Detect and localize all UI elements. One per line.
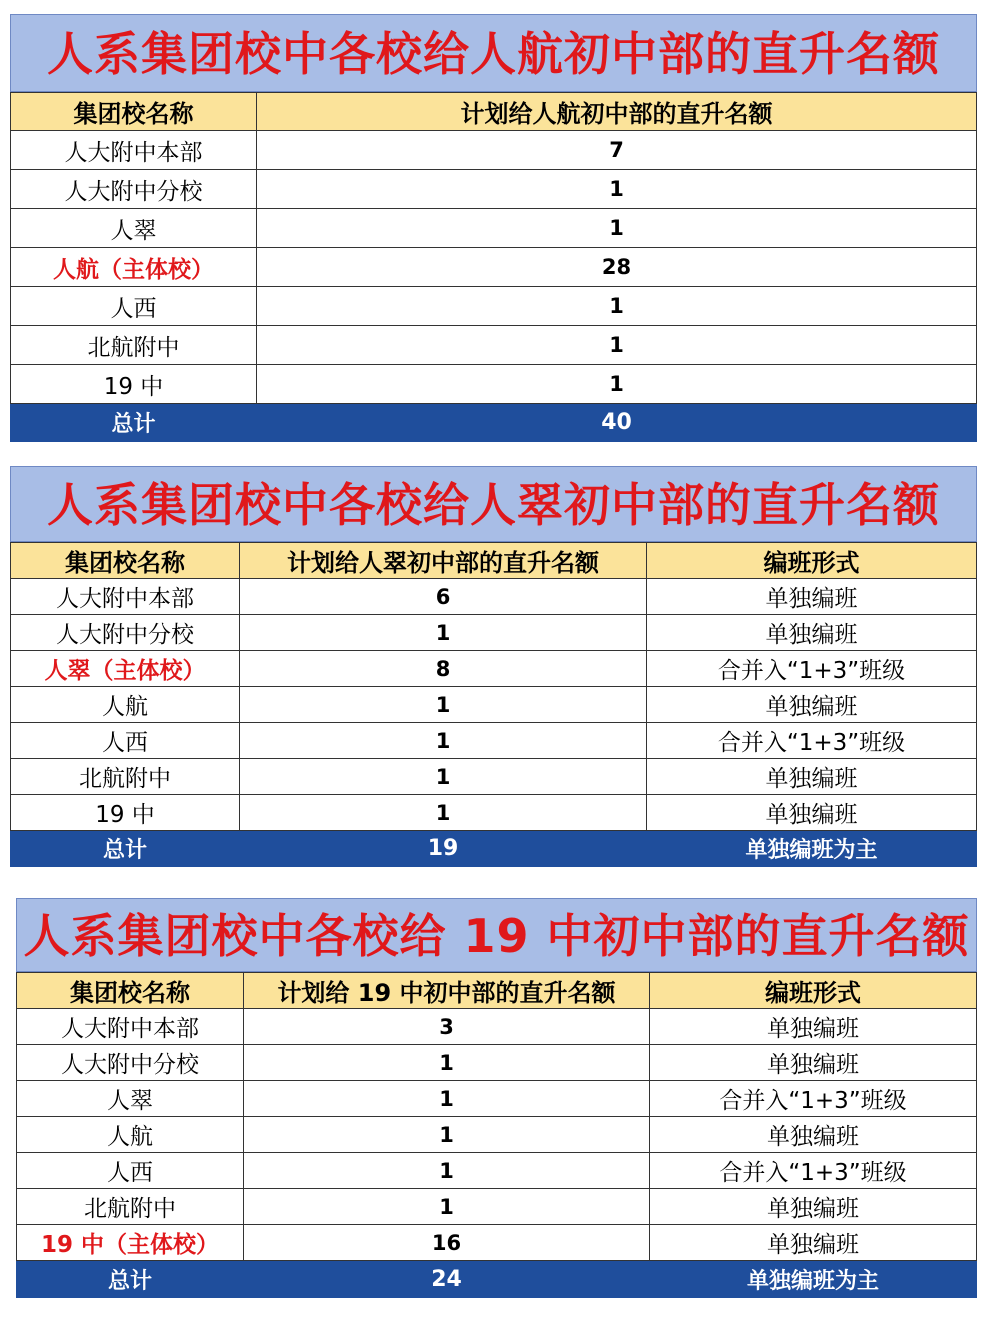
quota-value: 1 bbox=[240, 615, 647, 651]
quota-value: 1 bbox=[257, 326, 977, 365]
quota-value: 1 bbox=[240, 759, 647, 795]
school-name: 人大附中分校 bbox=[11, 170, 257, 209]
school-name: 19 中 bbox=[11, 795, 240, 831]
table-header-row bbox=[11, 543, 977, 579]
section-title: 人系集团校中各校给 19 中初中部的直升名额 bbox=[16, 898, 977, 972]
column-header-class-form: 编班形式 bbox=[650, 973, 977, 1009]
quota-value: 3 bbox=[244, 1009, 650, 1045]
class-form: 合并入“1+3”班级 bbox=[650, 1153, 977, 1189]
total-row bbox=[11, 831, 977, 867]
table-row bbox=[11, 579, 977, 615]
total-class-form: 单独编班为主 bbox=[647, 831, 977, 867]
class-form: 单独编班 bbox=[647, 759, 977, 795]
table-row bbox=[11, 365, 977, 404]
school-name: 人大附中分校 bbox=[11, 615, 240, 651]
school-name: 人大附中本部 bbox=[11, 579, 240, 615]
school-name: 人西 bbox=[11, 723, 240, 759]
table-row-main-school bbox=[17, 1225, 977, 1261]
table-row bbox=[11, 615, 977, 651]
school-name: 人航（主体校） bbox=[11, 248, 257, 287]
class-form: 单独编班 bbox=[650, 1045, 977, 1081]
quota-value: 1 bbox=[240, 687, 647, 723]
table-row bbox=[11, 326, 977, 365]
table-section-renhang bbox=[10, 14, 977, 442]
table-row bbox=[17, 1009, 977, 1045]
school-name: 人翠 bbox=[17, 1081, 244, 1117]
section-title: 人系集团校中各校给人航初中部的直升名额 bbox=[10, 14, 977, 92]
table-row bbox=[11, 131, 977, 170]
total-label: 总计 bbox=[11, 404, 257, 442]
table-row bbox=[17, 1117, 977, 1153]
table-header-row bbox=[17, 973, 977, 1009]
table-section-no19 bbox=[16, 898, 977, 1298]
table-row bbox=[11, 209, 977, 248]
total-label: 总计 bbox=[17, 1261, 244, 1298]
quota-value: 1 bbox=[244, 1117, 650, 1153]
column-header-school: 集团校名称 bbox=[11, 93, 257, 131]
quota-value: 7 bbox=[257, 131, 977, 170]
school-name: 北航附中 bbox=[11, 759, 240, 795]
table-row bbox=[11, 687, 977, 723]
class-form: 单独编班 bbox=[650, 1225, 977, 1261]
table-row bbox=[11, 759, 977, 795]
table-row bbox=[11, 287, 977, 326]
column-header-quota: 计划给人翠初中部的直升名额 bbox=[240, 543, 647, 579]
column-header-class-form: 编班形式 bbox=[647, 543, 977, 579]
quota-table bbox=[10, 542, 977, 867]
quota-value: 1 bbox=[244, 1045, 650, 1081]
school-name: 19 中 bbox=[11, 365, 257, 404]
total-quota: 19 bbox=[240, 831, 647, 867]
table-header-row bbox=[11, 93, 977, 131]
column-header-quota: 计划给 19 中初中部的直升名额 bbox=[244, 973, 650, 1009]
table-row-main-school bbox=[11, 248, 977, 287]
school-name: 人翠 bbox=[11, 209, 257, 248]
quota-value: 1 bbox=[244, 1153, 650, 1189]
class-form: 合并入“1+3”班级 bbox=[650, 1081, 977, 1117]
class-form: 单独编班 bbox=[647, 615, 977, 651]
column-header-school: 集团校名称 bbox=[11, 543, 240, 579]
column-header-quota: 计划给人航初中部的直升名额 bbox=[257, 93, 977, 131]
quota-value: 1 bbox=[240, 723, 647, 759]
quota-value: 1 bbox=[244, 1189, 650, 1225]
table-row bbox=[11, 170, 977, 209]
quota-value: 1 bbox=[257, 287, 977, 326]
class-form: 合并入“1+3”班级 bbox=[647, 651, 977, 687]
school-name: 人航 bbox=[11, 687, 240, 723]
school-name: 人大附中分校 bbox=[17, 1045, 244, 1081]
quota-table bbox=[10, 92, 977, 442]
quota-value: 8 bbox=[240, 651, 647, 687]
quota-table bbox=[16, 972, 977, 1298]
table-row bbox=[17, 1045, 977, 1081]
quota-value: 1 bbox=[257, 365, 977, 404]
table-section-rencui bbox=[10, 466, 977, 867]
class-form: 单独编班 bbox=[650, 1117, 977, 1153]
quota-value: 6 bbox=[240, 579, 647, 615]
quota-value: 1 bbox=[240, 795, 647, 831]
class-form: 单独编班 bbox=[650, 1009, 977, 1045]
table-row bbox=[17, 1153, 977, 1189]
school-name: 人大附中本部 bbox=[11, 131, 257, 170]
table-row-main-school bbox=[11, 651, 977, 687]
section-title: 人系集团校中各校给人翠初中部的直升名额 bbox=[10, 466, 977, 542]
table-row bbox=[17, 1189, 977, 1225]
class-form: 单独编班 bbox=[647, 579, 977, 615]
table-row bbox=[11, 795, 977, 831]
total-row bbox=[17, 1261, 977, 1298]
class-form: 合并入“1+3”班级 bbox=[647, 723, 977, 759]
school-name: 人西 bbox=[11, 287, 257, 326]
quota-value: 1 bbox=[257, 170, 977, 209]
school-name: 人航 bbox=[17, 1117, 244, 1153]
column-header-school: 集团校名称 bbox=[17, 973, 244, 1009]
school-name: 人翠（主体校） bbox=[11, 651, 240, 687]
total-row bbox=[11, 404, 977, 442]
class-form: 单独编班 bbox=[647, 687, 977, 723]
total-quota: 40 bbox=[257, 404, 977, 442]
quota-value: 1 bbox=[257, 209, 977, 248]
school-name: 北航附中 bbox=[17, 1189, 244, 1225]
school-name: 人大附中本部 bbox=[17, 1009, 244, 1045]
total-class-form: 单独编班为主 bbox=[650, 1261, 977, 1298]
quota-value: 16 bbox=[244, 1225, 650, 1261]
class-form: 单独编班 bbox=[647, 795, 977, 831]
table-row bbox=[17, 1081, 977, 1117]
quota-value: 1 bbox=[244, 1081, 650, 1117]
school-name: 19 中（主体校） bbox=[17, 1225, 244, 1261]
quota-value: 28 bbox=[257, 248, 977, 287]
class-form: 单独编班 bbox=[650, 1189, 977, 1225]
total-label: 总计 bbox=[11, 831, 240, 867]
table-row bbox=[11, 723, 977, 759]
school-name: 北航附中 bbox=[11, 326, 257, 365]
school-name: 人西 bbox=[17, 1153, 244, 1189]
total-quota: 24 bbox=[244, 1261, 650, 1298]
